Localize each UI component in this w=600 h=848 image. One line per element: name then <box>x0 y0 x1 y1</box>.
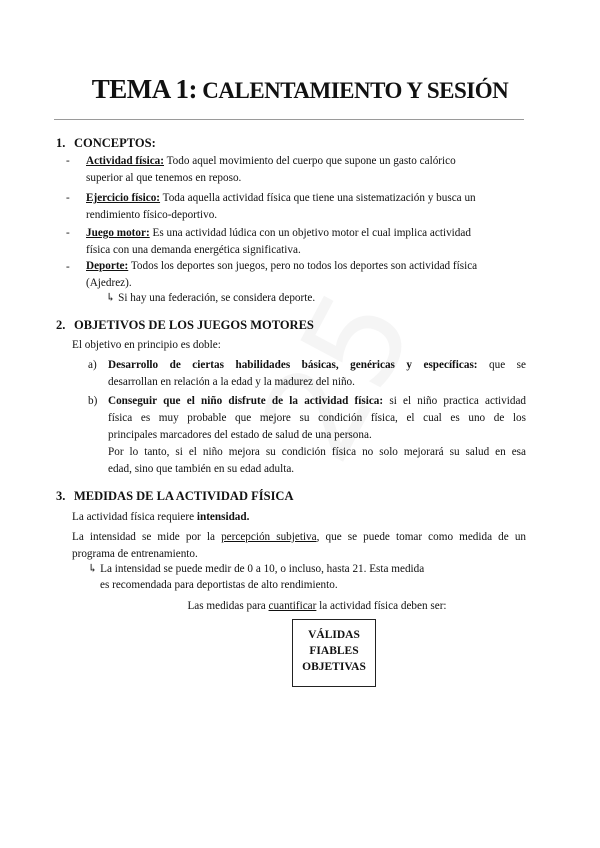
item-text: principales marcadores del estado de salud de una persona. <box>108 429 372 441</box>
paragraph <box>72 509 249 526</box>
section-3-heading <box>56 489 293 504</box>
section-title: CONCEPTOS: <box>74 136 156 150</box>
item-text: física es muy probable que mejore su condición física, el cual es uno de los <box>108 412 526 424</box>
section-number: 2. <box>56 318 66 332</box>
section-intro: El objetivo en principio es doble: <box>72 339 221 351</box>
note: ↳ La intensidad se puede medir de 0 a 10, o incluso, hasta 21. Esta medida <box>88 563 425 575</box>
section-2-heading <box>56 318 314 333</box>
bullet-dash: - <box>66 192 70 204</box>
paragraph-text: , que se puede tomar como medida de un <box>316 531 527 543</box>
list-item <box>86 153 526 187</box>
item-text: Toda aquella actividad física que tiene una sistematización y busca un <box>162 192 476 204</box>
list-item <box>86 258 526 292</box>
measure-item: FIABLES <box>309 645 359 657</box>
paragraph-text: la actividad física deben ser: <box>319 600 447 612</box>
item-text: Todos los deportes son juegos, pero no todos los deportes son actividad física <box>130 260 478 272</box>
paragraph-text: programa de entrenamiento. <box>72 548 198 560</box>
item-text: que se <box>489 359 526 371</box>
emphasis: intensidad. <box>196 511 250 523</box>
item-text: edad, sino que también en su edad adulta. <box>108 463 295 475</box>
paragraph <box>72 529 526 563</box>
bullet-dash: - <box>66 227 70 239</box>
section-number: 1. <box>56 136 66 150</box>
paragraph-text: Las medidas para <box>187 600 266 612</box>
list-item <box>108 357 526 391</box>
bullet-dash: - <box>66 155 70 167</box>
item-text: desarrollan en relación a la edad y la madurez del niño. <box>108 376 355 388</box>
term: Juego motor: <box>86 227 150 239</box>
note: ↳ Si hay una federación, se considera deporte. <box>106 292 316 304</box>
page-title <box>0 74 600 105</box>
paragraph <box>0 598 600 615</box>
item-text: física con una demanda energética significativa. <box>86 244 301 256</box>
title-prefix: TEMA 1: <box>91 74 198 104</box>
section-title: OBJETIVOS DE LOS JUEGOS MOTORES <box>74 318 314 332</box>
list-label: a) <box>88 359 97 371</box>
item-text: si el niño practica actividad <box>389 395 527 407</box>
item-text: rendimiento físico-deportivo. <box>86 209 218 221</box>
underlined-text: percepción subjetiva <box>221 531 317 543</box>
section-1-heading <box>56 136 156 151</box>
term: Deporte: <box>86 260 129 272</box>
item-text: Todo aquel movimiento del cuerpo que supone un gasto calórico <box>166 155 456 167</box>
section-number: 3. <box>56 489 66 503</box>
list-item <box>108 393 526 478</box>
section-title: MEDIDAS DE LA ACTIVIDAD FÍSICA <box>74 489 294 503</box>
term: Conseguir que el niño disfrute de la actividad física: <box>108 395 384 407</box>
list-label: b) <box>88 395 98 407</box>
list-item <box>86 190 526 224</box>
item-text: Es una actividad lúdica con un objetivo motor el cual implica actividad <box>152 227 471 239</box>
measure-item: VÁLIDAS <box>308 629 360 641</box>
title-rest: CALENTAMIENTO Y SESIÓN <box>202 78 509 103</box>
measure-item: OBJETIVAS <box>302 661 366 673</box>
paragraph-text: La actividad física requiere <box>72 511 195 523</box>
title-divider <box>54 119 524 120</box>
item-text: Por lo tanto, si el niño mejora su condición física no solo mejorará su salud en esa <box>108 446 526 458</box>
note: es recomendada para deportistas de alto rendimiento. <box>100 579 338 591</box>
underlined-text: cuantificar <box>268 600 317 612</box>
term: Actividad física: <box>86 155 164 167</box>
item-text: superior al que tenemos en reposo. <box>86 172 242 184</box>
bullet-dash: - <box>66 261 70 273</box>
term: Ejercicio físico: <box>86 192 161 204</box>
item-text: (Ajedrez). <box>86 277 132 289</box>
term: Desarrollo de ciertas habilidades básicas, genéricas y específicas: <box>108 359 478 371</box>
list-item <box>86 225 526 259</box>
measures-box <box>292 619 376 687</box>
paragraph-text: La intensidad se mide por la <box>72 531 215 543</box>
